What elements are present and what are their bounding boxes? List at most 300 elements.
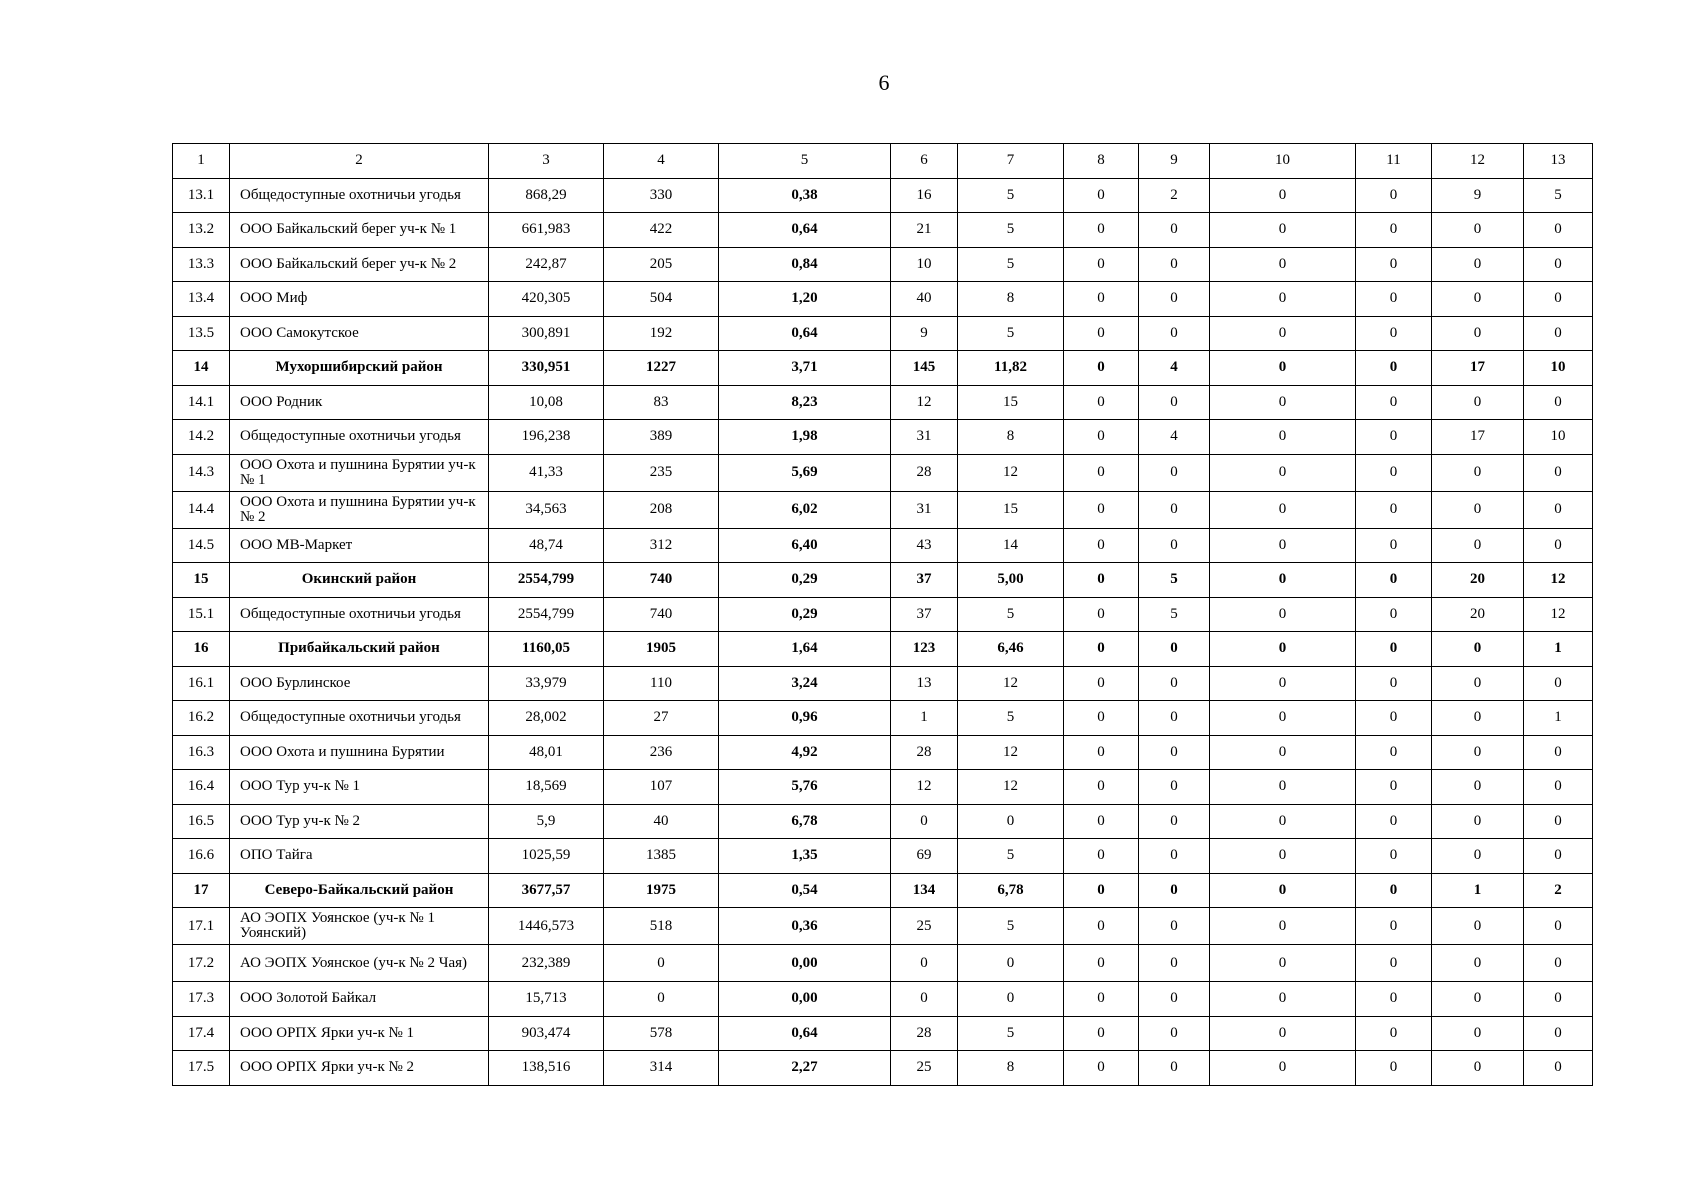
value-cell-col-3: 300,891 [489,316,604,351]
value-cell-col-12: 17 [1432,420,1524,455]
table-row [173,701,1593,736]
value-cell-col-8: 0 [1064,735,1139,770]
table-row [173,770,1593,805]
row-name-cell: АО ЭОПХ Уоянское (уч-к № 1 Уоянский) [230,908,489,945]
value-cell-col-8: 0 [1064,945,1139,982]
value-cell-col-5: 0,54 [719,873,891,908]
value-cell-col-6: 21 [891,213,958,248]
value-cell-col-11: 0 [1356,908,1432,945]
value-cell-col-4: 578 [604,1016,719,1051]
value-cell-col-6: 25 [891,1051,958,1086]
value-cell-col-11: 0 [1356,632,1432,667]
value-cell-col-3: 48,01 [489,735,604,770]
value-cell-col-3: 330,951 [489,351,604,386]
column-header: 12 [1432,144,1524,179]
value-cell-col-5: 0,00 [719,945,891,982]
row-number-cell: 16.3 [173,735,230,770]
value-cell-col-4: 236 [604,735,719,770]
value-cell-col-3: 1160,05 [489,632,604,667]
value-cell-col-12: 0 [1432,213,1524,248]
value-cell-col-7: 8 [958,282,1064,317]
value-cell-col-13: 0 [1524,528,1593,563]
value-cell-col-5: 3,71 [719,351,891,386]
row-number-cell: 14.1 [173,385,230,420]
value-cell-col-6: 37 [891,563,958,598]
value-cell-col-13: 0 [1524,839,1593,874]
value-cell-col-13: 10 [1524,351,1593,386]
value-cell-col-13: 1 [1524,701,1593,736]
value-cell-col-13: 0 [1524,247,1593,282]
value-cell-col-13: 0 [1524,213,1593,248]
district-total-row [173,632,1593,667]
value-cell-col-7: 0 [958,945,1064,982]
value-cell-col-10: 0 [1210,1051,1356,1086]
table-row [173,420,1593,455]
value-cell-col-9: 0 [1139,316,1210,351]
value-cell-col-12: 0 [1432,770,1524,805]
value-cell-col-11: 0 [1356,1051,1432,1086]
value-cell-col-7: 5,00 [958,563,1064,598]
value-cell-col-9: 0 [1139,528,1210,563]
value-cell-col-10: 0 [1210,247,1356,282]
value-cell-col-4: 518 [604,908,719,945]
value-cell-col-12: 0 [1432,454,1524,491]
value-cell-col-5: 0,64 [719,316,891,351]
value-cell-col-8: 0 [1064,839,1139,874]
value-cell-col-6: 12 [891,770,958,805]
value-cell-col-7: 5 [958,908,1064,945]
value-cell-col-3: 34,563 [489,491,604,528]
table-row [173,908,1593,945]
page-number: 6 [878,70,890,95]
value-cell-col-6: 37 [891,597,958,632]
value-cell-col-5: 3,24 [719,666,891,701]
row-number-cell: 14.5 [173,528,230,563]
value-cell-col-12: 0 [1432,385,1524,420]
value-cell-col-7: 5 [958,1016,1064,1051]
value-cell-col-5: 0,38 [719,178,891,213]
value-cell-col-13: 0 [1524,982,1593,1017]
value-cell-col-8: 0 [1064,420,1139,455]
value-cell-col-8: 0 [1064,213,1139,248]
value-cell-col-3: 242,87 [489,247,604,282]
row-name-cell: Общедоступные охотничьи угодья [230,178,489,213]
value-cell-col-12: 0 [1432,735,1524,770]
value-cell-col-7: 8 [958,1051,1064,1086]
value-cell-col-10: 0 [1210,420,1356,455]
row-number-cell: 13.3 [173,247,230,282]
value-cell-col-3: 661,983 [489,213,604,248]
row-number-cell: 17.5 [173,1051,230,1086]
value-cell-col-12: 0 [1432,804,1524,839]
value-cell-col-7: 6,46 [958,632,1064,667]
table-row [173,316,1593,351]
value-cell-col-7: 15 [958,385,1064,420]
value-cell-col-9: 5 [1139,563,1210,598]
row-name-cell: ООО Самокутское [230,316,489,351]
value-cell-col-9: 4 [1139,351,1210,386]
row-number-cell: 16.6 [173,839,230,874]
value-cell-col-13: 0 [1524,316,1593,351]
value-cell-col-10: 0 [1210,770,1356,805]
value-cell-col-5: 5,69 [719,454,891,491]
value-cell-col-7: 15 [958,491,1064,528]
value-cell-col-11: 0 [1356,839,1432,874]
value-cell-col-8: 0 [1064,597,1139,632]
value-cell-col-10: 0 [1210,945,1356,982]
value-cell-col-8: 0 [1064,491,1139,528]
row-number-cell: 17.4 [173,1016,230,1051]
district-total-row [173,873,1593,908]
value-cell-col-11: 0 [1356,945,1432,982]
row-number-cell: 16 [173,632,230,667]
value-cell-col-13: 0 [1524,385,1593,420]
value-cell-col-9: 0 [1139,632,1210,667]
value-cell-col-5: 5,76 [719,770,891,805]
value-cell-col-7: 14 [958,528,1064,563]
value-cell-col-11: 0 [1356,351,1432,386]
value-cell-col-5: 1,98 [719,420,891,455]
value-cell-col-3: 2554,799 [489,597,604,632]
value-cell-col-5: 4,92 [719,735,891,770]
district-total-row [173,351,1593,386]
column-header: 4 [604,144,719,179]
value-cell-col-8: 0 [1064,316,1139,351]
value-cell-col-12: 0 [1432,701,1524,736]
value-cell-col-3: 868,29 [489,178,604,213]
value-cell-col-11: 0 [1356,247,1432,282]
value-cell-col-11: 0 [1356,491,1432,528]
value-cell-col-9: 0 [1139,282,1210,317]
value-cell-col-9: 4 [1139,420,1210,455]
value-cell-col-5: 1,64 [719,632,891,667]
row-number-cell: 13.2 [173,213,230,248]
value-cell-col-4: 27 [604,701,719,736]
value-cell-col-7: 5 [958,701,1064,736]
value-cell-col-6: 9 [891,316,958,351]
row-name-cell: ООО Тур уч-к № 1 [230,770,489,805]
value-cell-col-4: 740 [604,563,719,598]
value-cell-col-13: 0 [1524,804,1593,839]
value-cell-col-3: 1025,59 [489,839,604,874]
row-number-cell: 15 [173,563,230,598]
value-cell-col-13: 0 [1524,454,1593,491]
table-row [173,528,1593,563]
row-name-cell: ОПО Тайга [230,839,489,874]
value-cell-col-5: 0,96 [719,701,891,736]
value-cell-col-5: 0,29 [719,563,891,598]
value-cell-col-9: 0 [1139,491,1210,528]
value-cell-col-7: 6,78 [958,873,1064,908]
value-cell-col-13: 12 [1524,597,1593,632]
column-header: 9 [1139,144,1210,179]
value-cell-col-9: 2 [1139,178,1210,213]
table-row [173,945,1593,982]
value-cell-col-12: 20 [1432,597,1524,632]
value-cell-col-8: 0 [1064,632,1139,667]
row-number-cell: 15.1 [173,597,230,632]
value-cell-col-8: 0 [1064,454,1139,491]
value-cell-col-6: 69 [891,839,958,874]
value-cell-col-3: 41,33 [489,454,604,491]
table-row [173,982,1593,1017]
value-cell-col-7: 12 [958,770,1064,805]
value-cell-col-6: 0 [891,945,958,982]
value-cell-col-10: 0 [1210,178,1356,213]
column-header: 3 [489,144,604,179]
value-cell-col-9: 0 [1139,982,1210,1017]
value-cell-col-11: 0 [1356,282,1432,317]
value-cell-col-12: 17 [1432,351,1524,386]
row-name-cell: ООО Байкальский берег уч-к № 1 [230,213,489,248]
value-cell-col-7: 5 [958,316,1064,351]
table-row [173,1016,1593,1051]
value-cell-col-13: 0 [1524,491,1593,528]
value-cell-col-4: 740 [604,597,719,632]
value-cell-col-9: 0 [1139,247,1210,282]
value-cell-col-9: 0 [1139,873,1210,908]
value-cell-col-8: 0 [1064,982,1139,1017]
value-cell-col-11: 0 [1356,873,1432,908]
table-row [173,597,1593,632]
value-cell-col-12: 0 [1432,316,1524,351]
value-cell-col-6: 16 [891,178,958,213]
value-cell-col-4: 192 [604,316,719,351]
table-row [173,454,1593,491]
value-cell-col-6: 25 [891,908,958,945]
value-cell-col-8: 0 [1064,908,1139,945]
value-cell-col-13: 0 [1524,666,1593,701]
value-cell-col-12: 0 [1432,945,1524,982]
value-cell-col-3: 903,474 [489,1016,604,1051]
value-cell-col-3: 48,74 [489,528,604,563]
value-cell-col-12: 0 [1432,1051,1524,1086]
value-cell-col-8: 0 [1064,178,1139,213]
value-cell-col-4: 205 [604,247,719,282]
value-cell-col-8: 0 [1064,1051,1139,1086]
value-cell-col-6: 31 [891,420,958,455]
row-name-cell: Окинский район [230,563,489,598]
value-cell-col-10: 0 [1210,666,1356,701]
value-cell-col-5: 1,20 [719,282,891,317]
value-cell-col-6: 145 [891,351,958,386]
value-cell-col-9: 0 [1139,1016,1210,1051]
value-cell-col-11: 0 [1356,1016,1432,1051]
value-cell-col-11: 0 [1356,701,1432,736]
value-cell-col-5: 1,35 [719,839,891,874]
value-cell-col-12: 0 [1432,1016,1524,1051]
value-cell-col-13: 2 [1524,873,1593,908]
value-cell-col-8: 0 [1064,770,1139,805]
value-cell-col-8: 0 [1064,804,1139,839]
value-cell-col-13: 0 [1524,735,1593,770]
value-cell-col-3: 196,238 [489,420,604,455]
value-cell-col-8: 0 [1064,247,1139,282]
value-cell-col-4: 110 [604,666,719,701]
value-cell-col-11: 0 [1356,454,1432,491]
value-cell-col-6: 28 [891,1016,958,1051]
value-cell-col-6: 12 [891,385,958,420]
value-cell-col-11: 0 [1356,804,1432,839]
value-cell-col-4: 208 [604,491,719,528]
value-cell-col-13: 0 [1524,282,1593,317]
value-cell-col-3: 232,389 [489,945,604,982]
row-name-cell: ООО Миф [230,282,489,317]
value-cell-col-11: 0 [1356,316,1432,351]
value-cell-col-7: 5 [958,839,1064,874]
value-cell-col-10: 0 [1210,454,1356,491]
value-cell-col-12: 20 [1432,563,1524,598]
value-cell-col-7: 5 [958,597,1064,632]
column-header: 11 [1356,144,1432,179]
value-cell-col-8: 0 [1064,701,1139,736]
value-cell-col-9: 0 [1139,701,1210,736]
row-name-cell: ООО Родник [230,385,489,420]
row-name-cell: ООО Охота и пушнина Бурятии [230,735,489,770]
value-cell-col-8: 0 [1064,666,1139,701]
value-cell-col-10: 0 [1210,735,1356,770]
value-cell-col-4: 1227 [604,351,719,386]
value-cell-col-4: 1905 [604,632,719,667]
value-cell-col-9: 0 [1139,454,1210,491]
value-cell-col-8: 0 [1064,385,1139,420]
value-cell-col-11: 0 [1356,178,1432,213]
table-header-row [173,144,1593,179]
row-number-cell: 14.2 [173,420,230,455]
value-cell-col-6: 123 [891,632,958,667]
value-cell-col-10: 0 [1210,563,1356,598]
district-total-row [173,563,1593,598]
row-number-cell: 17.3 [173,982,230,1017]
value-cell-col-9: 0 [1139,804,1210,839]
value-cell-col-3: 2554,799 [489,563,604,598]
value-cell-col-10: 0 [1210,873,1356,908]
value-cell-col-8: 0 [1064,528,1139,563]
value-cell-col-4: 83 [604,385,719,420]
value-cell-col-10: 0 [1210,528,1356,563]
value-cell-col-7: 12 [958,735,1064,770]
value-cell-col-5: 6,78 [719,804,891,839]
row-name-cell: АО ЭОПХ Уоянское (уч-к № 2 Чая) [230,945,489,982]
value-cell-col-11: 0 [1356,597,1432,632]
row-name-cell: Общедоступные охотничьи угодья [230,420,489,455]
value-cell-col-4: 422 [604,213,719,248]
value-cell-col-4: 40 [604,804,719,839]
column-header: 8 [1064,144,1139,179]
value-cell-col-6: 0 [891,982,958,1017]
column-header: 6 [891,144,958,179]
value-cell-col-9: 0 [1139,839,1210,874]
value-cell-col-12: 9 [1432,178,1524,213]
value-cell-col-13: 12 [1524,563,1593,598]
value-cell-col-12: 0 [1432,282,1524,317]
value-cell-col-7: 0 [958,804,1064,839]
value-cell-col-3: 18,569 [489,770,604,805]
value-cell-col-12: 1 [1432,873,1524,908]
row-name-cell: ООО ОРПХ Ярки уч-к № 1 [230,1016,489,1051]
value-cell-col-11: 0 [1356,666,1432,701]
table-row [173,1051,1593,1086]
value-cell-col-7: 12 [958,666,1064,701]
value-cell-col-3: 28,002 [489,701,604,736]
value-cell-col-4: 235 [604,454,719,491]
table-row [173,839,1593,874]
value-cell-col-8: 0 [1064,873,1139,908]
value-cell-col-11: 0 [1356,735,1432,770]
value-cell-col-4: 312 [604,528,719,563]
value-cell-col-8: 0 [1064,351,1139,386]
value-cell-col-7: 12 [958,454,1064,491]
value-cell-col-12: 0 [1432,247,1524,282]
row-name-cell: Общедоступные охотничьи угодья [230,701,489,736]
value-cell-col-10: 0 [1210,701,1356,736]
value-cell-col-7: 11,82 [958,351,1064,386]
value-cell-col-5: 6,40 [719,528,891,563]
value-cell-col-13: 1 [1524,632,1593,667]
row-name-cell: ООО Бурлинское [230,666,489,701]
value-cell-col-8: 0 [1064,1016,1139,1051]
value-cell-col-10: 0 [1210,804,1356,839]
value-cell-col-10: 0 [1210,1016,1356,1051]
row-number-cell: 17.2 [173,945,230,982]
value-cell-col-7: 0 [958,982,1064,1017]
value-cell-col-6: 10 [891,247,958,282]
value-cell-col-4: 389 [604,420,719,455]
row-number-cell: 17 [173,873,230,908]
value-cell-col-4: 0 [604,945,719,982]
value-cell-col-13: 10 [1524,420,1593,455]
value-cell-col-10: 0 [1210,597,1356,632]
row-number-cell: 14.4 [173,491,230,528]
value-cell-col-6: 134 [891,873,958,908]
table-row [173,213,1593,248]
table-row [173,666,1593,701]
table-row [173,385,1593,420]
value-cell-col-10: 0 [1210,385,1356,420]
value-cell-col-10: 0 [1210,632,1356,667]
table-body [173,144,1593,1086]
value-cell-col-3: 1446,573 [489,908,604,945]
value-cell-col-8: 0 [1064,282,1139,317]
value-cell-col-3: 138,516 [489,1051,604,1086]
value-cell-col-3: 15,713 [489,982,604,1017]
value-cell-col-13: 0 [1524,1016,1593,1051]
value-cell-col-6: 0 [891,804,958,839]
row-name-cell: ООО МВ-Маркет [230,528,489,563]
value-cell-col-4: 0 [604,982,719,1017]
value-cell-col-9: 0 [1139,213,1210,248]
column-header: 2 [230,144,489,179]
table-row [173,804,1593,839]
value-cell-col-10: 0 [1210,282,1356,317]
value-cell-col-10: 0 [1210,491,1356,528]
value-cell-col-9: 5 [1139,597,1210,632]
row-name-cell: ООО ОРПХ Ярки уч-к № 2 [230,1051,489,1086]
row-number-cell: 17.1 [173,908,230,945]
column-header: 1 [173,144,230,179]
value-cell-col-11: 0 [1356,420,1432,455]
column-header: 7 [958,144,1064,179]
value-cell-col-4: 1975 [604,873,719,908]
table-row [173,247,1593,282]
value-cell-col-10: 0 [1210,213,1356,248]
value-cell-col-12: 0 [1432,632,1524,667]
value-cell-col-5: 0,64 [719,213,891,248]
value-cell-col-5: 6,02 [719,491,891,528]
table-row [173,491,1593,528]
value-cell-col-8: 0 [1064,563,1139,598]
value-cell-col-3: 3677,57 [489,873,604,908]
